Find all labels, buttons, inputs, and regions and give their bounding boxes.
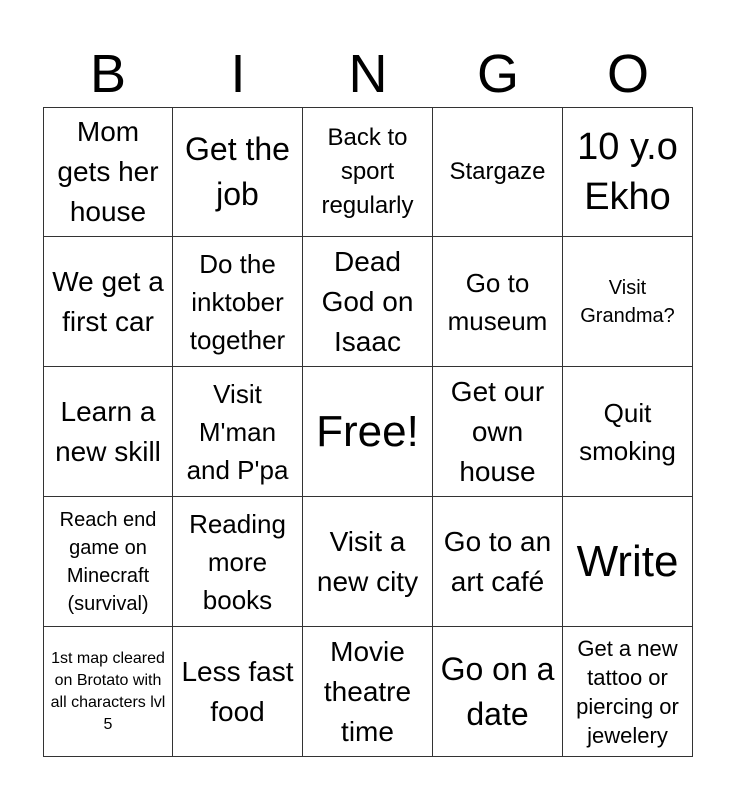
- bingo-cell-text: Mom gets her house: [57, 116, 159, 227]
- bingo-cell-r1c5[interactable]: [563, 107, 693, 237]
- bingo-cell-text: Movie theatre time: [323, 635, 412, 747]
- bingo-cell-text: Back to sport regularly: [321, 124, 414, 219]
- bingo-cell-text: Stargaze: [449, 158, 546, 185]
- bingo-cell-r5c3[interactable]: [303, 627, 433, 757]
- bingo-cell-text: Dead God on Isaac: [321, 245, 414, 357]
- bingo-cell-r2c5[interactable]: [563, 237, 693, 367]
- bingo-cell-r2c4[interactable]: [433, 237, 563, 367]
- bingo-cell-r1c4[interactable]: [433, 107, 563, 237]
- bingo-cell-text: Visit a new city: [316, 525, 419, 597]
- bingo-cell-r5c4[interactable]: [433, 627, 563, 757]
- bingo-cell-text: Reach end game on Minecraft (survival): [59, 508, 157, 615]
- bingo-cell-text: Do the inktober together: [189, 248, 286, 355]
- bingo-cell-r1c1[interactable]: [43, 107, 173, 237]
- bingo-cell-text: Free!: [316, 406, 419, 456]
- bingo-cell-text: Visit M'man and P'pa: [186, 378, 289, 485]
- bingo-cell-r3c1[interactable]: [43, 367, 173, 497]
- bingo-cell-r3c4[interactable]: [433, 367, 563, 497]
- header-letter-b: B: [89, 44, 127, 104]
- bingo-cell-text: 10 y.o Ekho: [577, 126, 678, 218]
- header-letter-o: O: [606, 44, 649, 104]
- bingo-cell-r4c1[interactable]: [43, 497, 173, 627]
- bingo-cell-r5c2[interactable]: [173, 627, 303, 757]
- bingo-cell-text: Reading more books: [189, 508, 286, 615]
- header-letter-g: G: [476, 44, 519, 104]
- bingo-cell-text: 1st map cleared on Brotato with all characters lvl 5: [50, 649, 166, 733]
- bingo-board: [43, 107, 693, 757]
- header-letter-i: I: [230, 44, 246, 104]
- bingo-cell-text: We get a first car: [52, 265, 164, 337]
- bingo-cell-r4c2[interactable]: [173, 497, 303, 627]
- bingo-cell-text: Learn a new skill: [55, 395, 161, 467]
- bingo-cell-r5c5[interactable]: [563, 627, 693, 757]
- bingo-cell-text: Get a new tattoo or piercing or jewelery: [576, 635, 679, 748]
- bingo-cell-r2c1[interactable]: [43, 237, 173, 367]
- bingo-cell-r1c2[interactable]: [173, 107, 303, 237]
- bingo-cell-free[interactable]: [303, 367, 433, 497]
- bingo-cell-text: Go to an art café: [443, 525, 552, 597]
- bingo-cell-text: Quit smoking: [579, 397, 676, 466]
- bingo-cell-text: Get our own house: [450, 375, 545, 487]
- bingo-cell-r1c3[interactable]: [303, 107, 433, 237]
- bingo-cell-text: Visit Grandma?: [580, 276, 675, 327]
- bingo-cell-text: Go on a date: [440, 650, 555, 732]
- bingo-header: [43, 40, 693, 108]
- bingo-cell-r4c3[interactable]: [303, 497, 433, 627]
- bingo-cell-r4c5[interactable]: [563, 497, 693, 627]
- bingo-cell-r2c3[interactable]: [303, 237, 433, 367]
- bingo-cell-r2c2[interactable]: [173, 237, 303, 367]
- bingo-cell-text: Less fast food: [181, 655, 294, 727]
- bingo-cell-r5c1[interactable]: [43, 627, 173, 757]
- bingo-cell-text: Get the job: [185, 131, 290, 212]
- bingo-cell-text: Go to museum: [447, 267, 548, 336]
- header-letter-n: N: [348, 44, 388, 104]
- bingo-cell-r4c4[interactable]: [433, 497, 563, 627]
- bingo-cell-r3c5[interactable]: [563, 367, 693, 497]
- bingo-cell-r3c2[interactable]: [173, 367, 303, 497]
- bingo-cell-text: Write: [576, 536, 679, 586]
